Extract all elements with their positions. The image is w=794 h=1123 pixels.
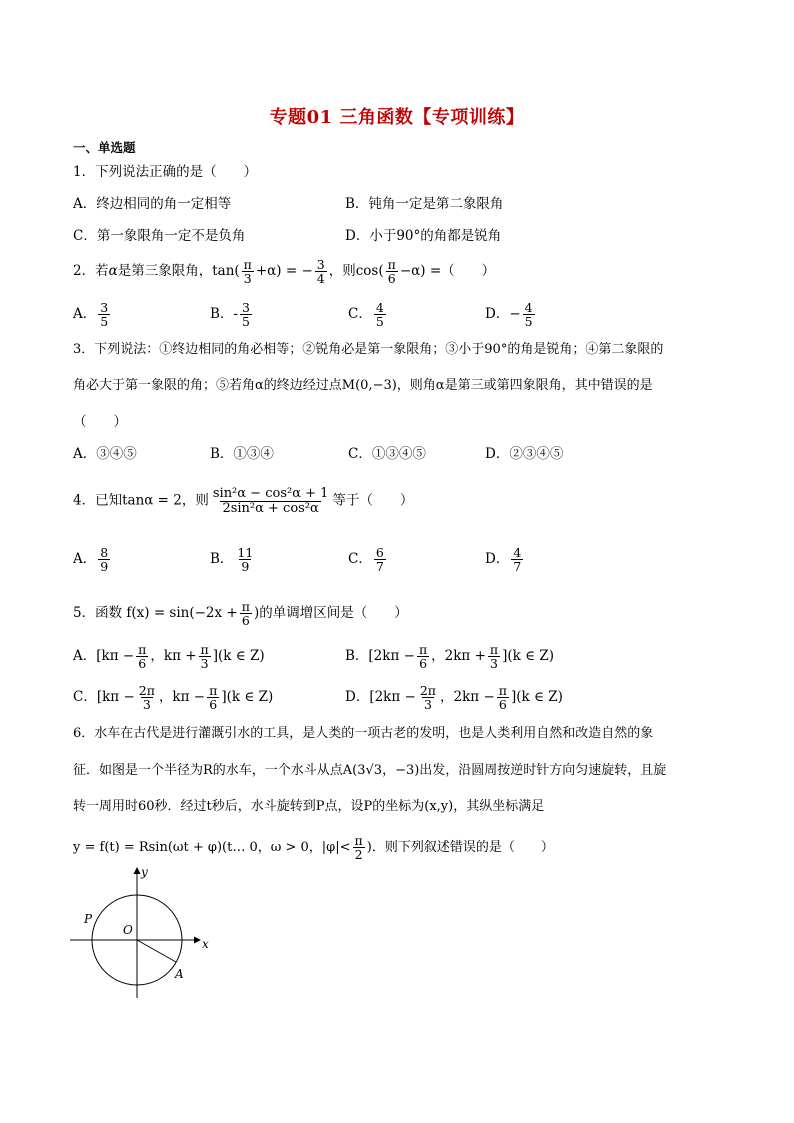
water-wheel-figure (62, 862, 222, 1002)
question-2-option-c: C． $\frac{4}{5}$ (348, 300, 384, 330)
label-y: y (141, 865, 148, 879)
question-6-line-1: 6．水车在古代是进行灌溉引水的工具，是人类的一项古老的发明，也是人类利用自然和改造自然的象 (73, 726, 654, 741)
question-2-option-b: B．- $\frac{3}{5}$ (210, 300, 250, 330)
question-1-option-d: D．小于90°的角都是锐角 (345, 228, 502, 244)
question-6-line-4: y = f(t) = Rsin(ωt + φ)(t… 0，ω > 0，|φ|< $\frac{\pi}{2}$ )．则下列叙述错误的是（ ） (73, 833, 554, 863)
question-4-option-b: B． $\frac{11}{9}$ (210, 545, 254, 575)
question-3-option-a: A．③④⑤ (73, 446, 137, 462)
label-x: x (202, 937, 209, 951)
question-6-line-3: 转一周用时60秒．经过t秒后，水斗旋转到P点，设P的坐标为(x,y)，其纵坐标满足 (73, 799, 545, 814)
fraction: $\frac{\text{sin²α − cos²α + 1}}{\text{2sin²α + cos²α}}$ (212, 486, 329, 516)
question-5-option-a: A．[kπ − $\frac{\pi}{6}$ ，kπ + $\frac{\pi}{3}$ ](k ∈ Z) (73, 642, 265, 672)
question-2-option-a: A． $\frac{3}{5}$ (73, 300, 109, 330)
question-2-option-d: D．− $\frac{4}{5}$ (485, 300, 533, 330)
question-3-option-c: C．①③④⑤ (348, 446, 426, 462)
question-3-line-3: （ ） (73, 414, 127, 430)
radius-to-a (137, 940, 176, 962)
fraction: $\frac{\pi}{3}$ (243, 257, 252, 287)
section-heading: 一、单选题 (73, 140, 136, 155)
label-a: A (175, 967, 184, 981)
question-2-stem: 2．若α是第三象限角，tan( $\frac{\pi}{3}$ +α) = − $\frac{3}{4}$ ，则cos( $\frac{\pi}{6}$ −α) =（ ） (73, 257, 496, 287)
question-4-option-a: A． $\frac{8}{9}$ (73, 545, 109, 575)
label-p: P (84, 912, 93, 926)
fraction: $\frac{3}{4}$ (316, 257, 325, 287)
page-title: 专题01 三角函数【专项训练】 (269, 107, 525, 128)
question-6-line-2: 征．如图是一个半径为R的水车，一个水斗从点A(3√3，−3)出发，沿圆周按逆时针方向匀速旋转，且旋 (73, 763, 667, 778)
label-o: O (123, 923, 133, 937)
question-1-option-c: C．第一象限角一定不是负角 (73, 228, 246, 244)
question-3-option-d: D．②③④⑤ (485, 446, 564, 462)
question-3-line-2: 角必大于第一象限的角；⑤若角α的终边经过点M(0,−3)，则角α是第三或第四象限角，其中错误的是 (73, 378, 653, 393)
question-1-option-b: B．钝角一定是第二象限角 (345, 196, 504, 212)
question-1-option-a: A．终边相同的角一定相等 (73, 196, 232, 212)
question-4-option-c: C． $\frac{6}{7}$ (348, 545, 384, 575)
question-4-option-d: D． $\frac{4}{7}$ (485, 545, 522, 575)
question-5-option-b: B．[2kπ − $\frac{\pi}{6}$ ，2kπ + $\frac{\pi}{3}$ ](k ∈ Z) (345, 642, 555, 672)
question-3-option-b: B．①③④ (210, 446, 274, 462)
question-5-option-c: C．[kπ − $\frac{2\pi}{3}$ ，kπ − $\frac{\pi}{6}$ ](k ∈ Z) (73, 683, 274, 713)
question-1-stem: 1．下列说法正确的是（ ） (73, 164, 258, 180)
fraction: $\frac{\pi}{6}$ (387, 257, 396, 287)
question-4-stem: 4．已知tanα = 2，则 $\frac{\text{sin²α − cos²α + 1}}{\text{2sin²α + cos²α}}$ 等于（ ） (73, 486, 414, 516)
question-3-line-1: 3．下列说法：①终边相同的角必相等；②锐角必是第一象限角；③小于90°的角是锐角；④第二象限的 (73, 342, 664, 357)
question-5-option-d: D．[2kπ − $\frac{2\pi}{3}$ ，2kπ − $\frac{\pi}{6}$ ](k ∈ Z) (345, 683, 563, 713)
question-5-stem: 5．函数 f(x) = sin(−2x + $\frac{\pi}{6}$ )的单调增区间是（ ） (73, 599, 408, 629)
